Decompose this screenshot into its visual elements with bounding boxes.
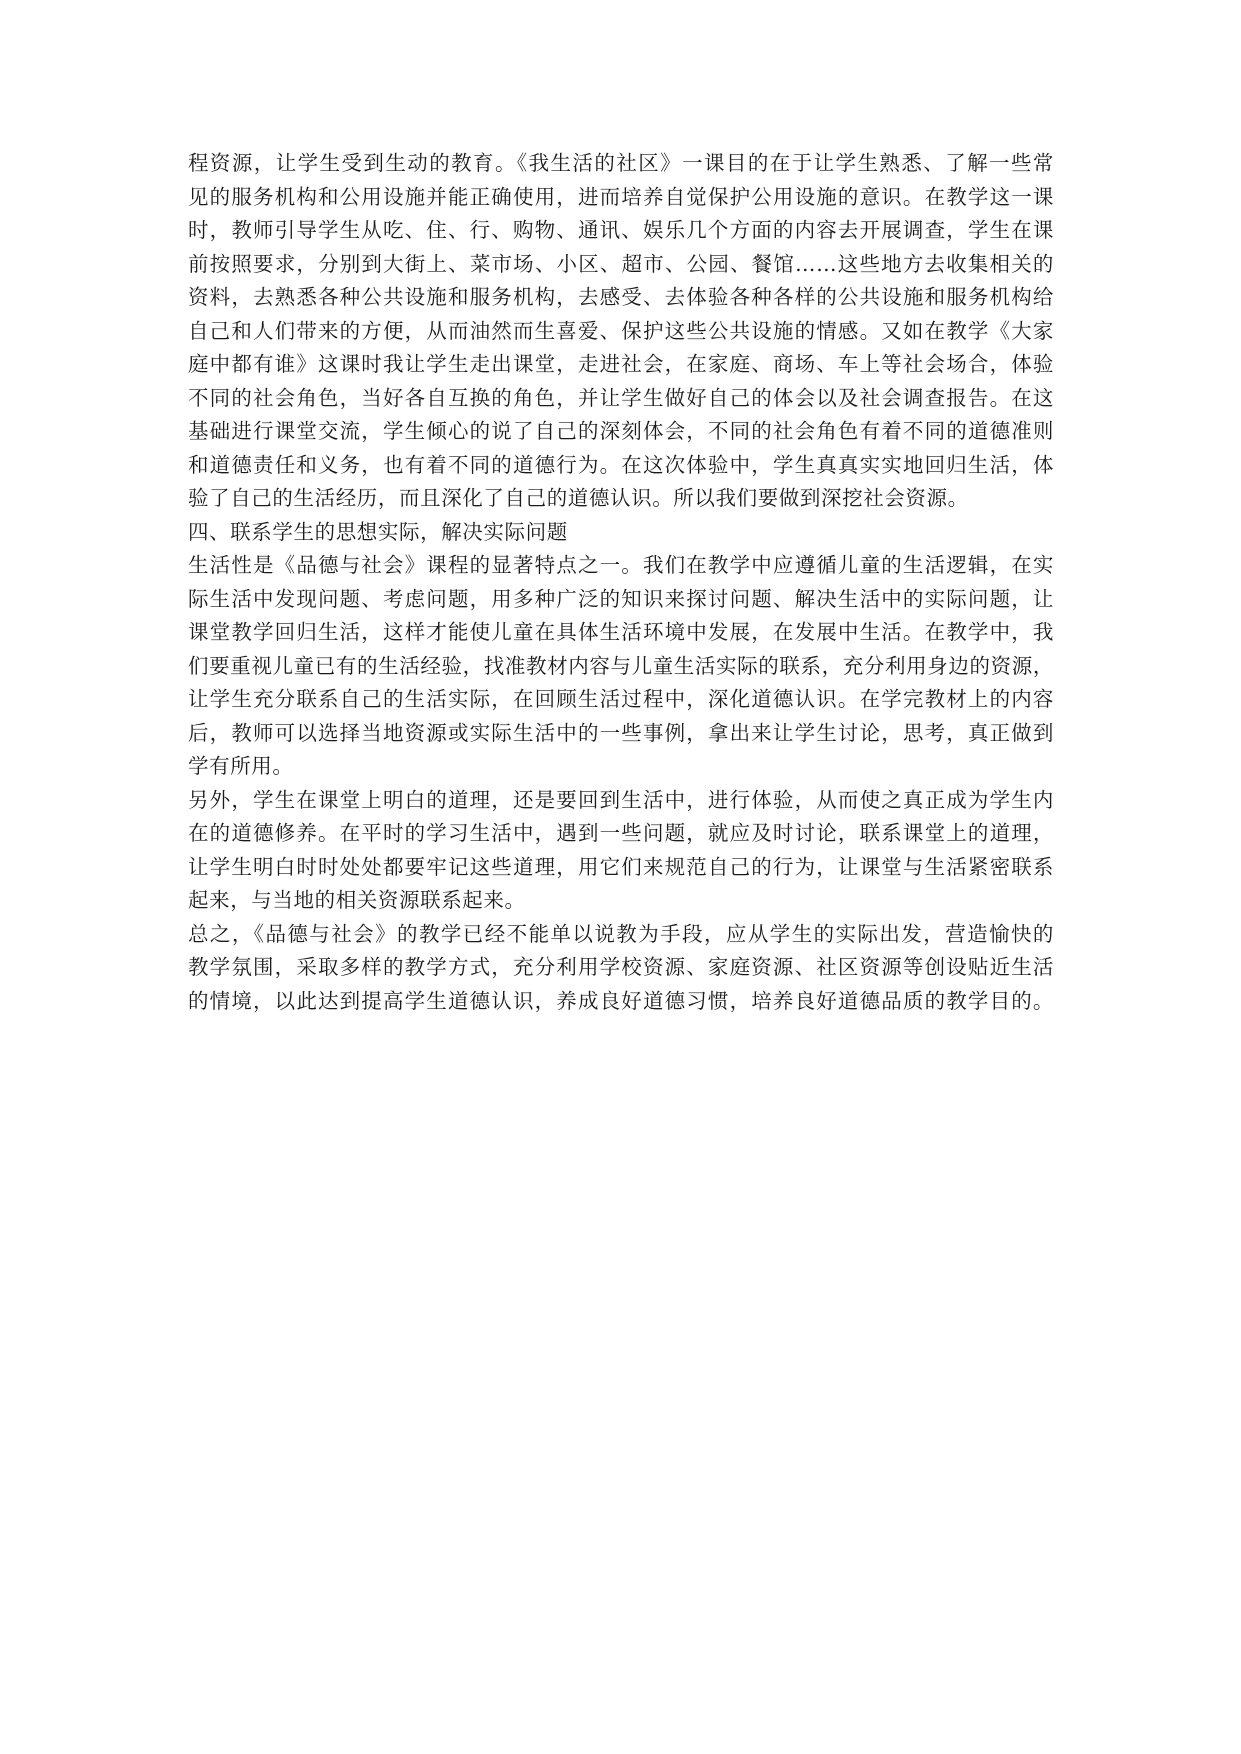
text-line: 另外，学生在课堂上明白的道理，还是要回到生活中，进行体验，从而使之真正成为学生内: [188, 787, 1054, 812]
text-line: 程资源，让学生受到生动的教育。《我生活的社区》一课目的在于让学生熟悉、了解一些常: [188, 151, 1054, 175]
document-body: [188, 147, 1054, 1018]
text-line: 在的道德修养。在平时的学习生活中，遇到一些问题，就应及时讨论，联系课堂上的道理，: [188, 821, 1054, 845]
text-line: 际生活中发现问题、考虑问题，用多种广泛的知识来探讨问题、解决生活中的实际问题，让: [188, 586, 1054, 611]
text-line: 让学生明白时时处处都要牢记这些道理，用它们来规范自己的行为，让课堂与生活紧密联系: [188, 854, 1054, 879]
text-line: 前按照要求，分别到大街上、菜市场、小区、超市、公园、餐馆……这些地方去收集相关的: [188, 251, 1054, 276]
text-line: 让学生充分联系自己的生活实际，在回顾生活过程中，深化道德认识。在学完教材上的内容: [188, 687, 1054, 711]
text-line: 时，教师引导学生从吃、住、行、购物、通讯、娱乐几个方面的内容去开展调查，学生在课: [188, 218, 1054, 242]
text-line: 起来，与当地的相关资源联系起来。: [188, 888, 526, 912]
text-line: 验了自己的生活经历，而且深化了自己的道德认识。所以我们要做到深挖社会资源。: [188, 486, 969, 510]
text-line: 自己和人们带来的方便，从而油然而生喜爱、保护这些公共设施的情感。又如在教学《大家: [188, 318, 1054, 343]
text-line: 见的服务机构和公用设施并能正确使用，进而培养自觉保护公用设施的意识。在教学这一课: [188, 184, 1054, 209]
text-line: 基础进行课堂交流，学生倾心的说了自己的深刻体会，不同的社会角色有着不同的道德准则: [188, 419, 1054, 443]
text-line: 的情境，以此达到提高学生道德认识，养成良好道德习惯，培养良好道德品质的教学目的。: [188, 988, 1054, 1013]
section-heading: 四、联系学生的思想实际，解决实际问题: [188, 519, 568, 544]
text-line: 和道德责任和义务，也有着不同的道德行为。在这次体验中，学生真真实实地回归生活，体: [188, 452, 1054, 477]
text-line: 学有所用。: [188, 754, 294, 778]
text-line: 们要重视儿童已有的生活经验，找准教材内容与儿童生活实际的联系，充分利用身边的资源，: [188, 653, 1054, 678]
text-line: 生活性是《品德与社会》课程的显著特点之一。我们在教学中应遵循儿童的生活逻辑，在实: [188, 553, 1054, 577]
text-line: 课堂教学回归生活，这样才能使儿童在具体生活环境中发展，在发展中生活。在教学中，我: [188, 620, 1054, 644]
text-line: 资料，去熟悉各种公共设施和服务机构，去感受、去体验各种各样的公共设施和服务机构给: [188, 285, 1054, 309]
text-line: 教学氛围，采取多样的教学方式，充分利用学校资源、家庭资源、社区资源等创设贴近生活: [188, 955, 1054, 979]
text-line: 总之，《品德与社会》的教学已经不能单以说教为手段，应从学生的实际出发，营造愉快的: [188, 921, 1054, 946]
text-line: 不同的社会角色，当好各自互换的角色，并让学生做好自己的体会以及社会调查报告。在这: [188, 385, 1054, 410]
text-line: 庭中都有谁》这课时我让学生走出课堂，走进社会，在家庭、商场、车上等社会场合，体验: [188, 352, 1054, 376]
text-line: 后，教师可以选择当地资源或实际生活中的一些事例，拿出来让学生讨论，思考，真正做到: [188, 720, 1054, 745]
